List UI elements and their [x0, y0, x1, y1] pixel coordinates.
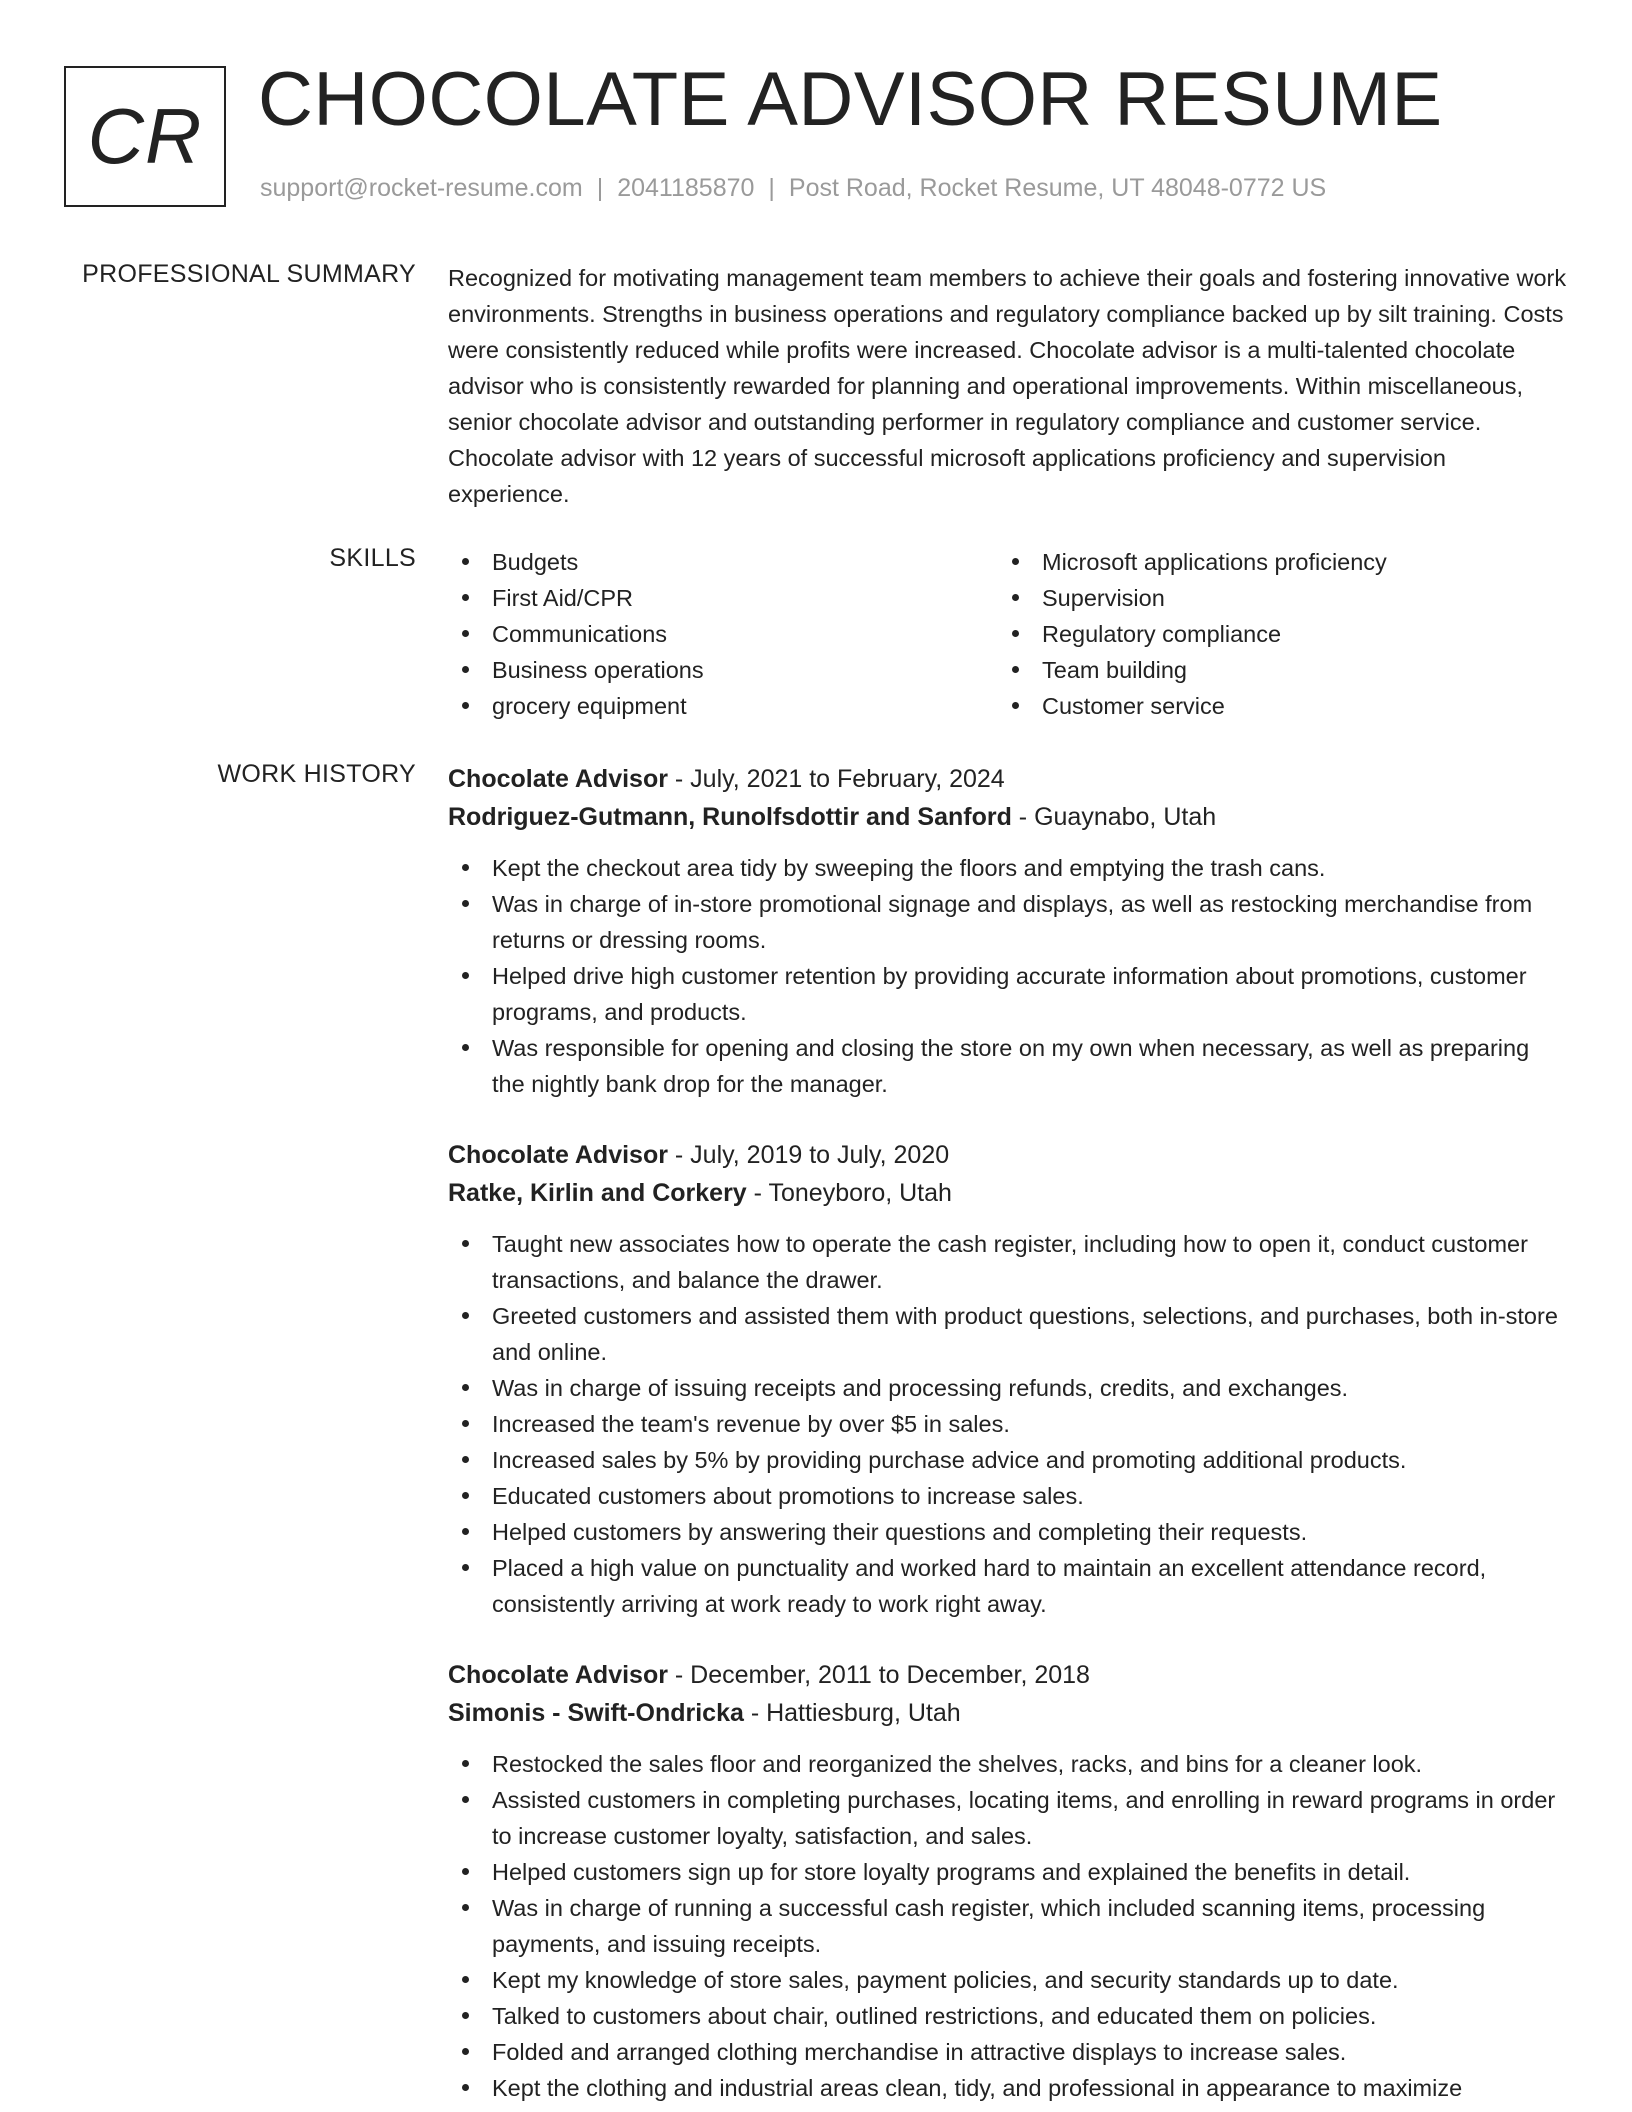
- job-entry: [448, 760, 1568, 1102]
- duty-item: Talked to customers about chair, outlined restrictions, and educated them on policies.: [448, 1998, 1568, 2034]
- job-title: Chocolate Advisor: [448, 765, 668, 793]
- section-label-skills: SKILLS: [329, 544, 416, 572]
- contact-separator: |: [596, 174, 604, 202]
- skills-list-left: [448, 544, 998, 724]
- duty-item: Increased sales by 5% by providing purchase advice and promoting additional products.: [448, 1442, 1568, 1478]
- duty-item: Kept my knowledge of store sales, payment policies, and security standards up to date.: [448, 1962, 1568, 1998]
- summary-body: [448, 260, 1568, 512]
- summary-text: Recognized for motivating management team members to achieve their goals and fostering innovative work environments. Strengths in business operations and regulatory compliance backed up by silt training. Costs were consistently reduced while profits were increased. Chocolate advisor is a multi-talented chocolate advisor who is consistently rewarded for planning and operational improvements. Within miscellaneous, senior chocolate advisor and outstanding performer in regulatory compliance and customer service. Chocolate advisor with 12 years of successful microsoft applications proficiency and supervision experience.: [448, 265, 1567, 507]
- duty-item: Helped customers sign up for store loyalty programs and explained the benefits in detail.: [448, 1854, 1568, 1890]
- job-entry: [448, 1136, 1568, 1622]
- job-entry: [448, 1656, 1568, 2106]
- skill-item: Team building: [998, 652, 1548, 688]
- job-dates: - December, 2011 to December, 2018: [674, 1661, 1090, 1689]
- job-company: Rodriguez-Gutmann, Runolfsdottir and Sanford: [448, 803, 1012, 831]
- job-company-line: [448, 798, 1568, 836]
- job-company-line: [448, 1174, 1568, 1212]
- duty-item: Folded and arranged clothing merchandise in attractive displays to increase sales.: [448, 2034, 1568, 2070]
- job-location: - Toneyboro, Utah: [753, 1179, 952, 1207]
- duty-item: Was in charge of in-store promotional signage and displays, as well as restocking merchandise from returns or dressing rooms.: [448, 886, 1568, 958]
- duty-item: Kept the checkout area tidy by sweeping the floors and emptying the trash cans.: [448, 850, 1568, 886]
- duty-item: Placed a high value on punctuality and worked hard to maintain an excellent attendance record, consistently arriving at work ready to work right away.: [448, 1550, 1568, 1622]
- job-company: Ratke, Kirlin and Corkery: [448, 1179, 747, 1207]
- duty-item: Helped customers by answering their questions and completing their requests.: [448, 1514, 1568, 1550]
- section-label-work: WORK HISTORY: [217, 760, 416, 788]
- job-title: Chocolate Advisor: [448, 1661, 668, 1689]
- job-duties: [448, 1226, 1568, 1622]
- job-dates: - July, 2019 to July, 2020: [674, 1141, 950, 1169]
- contact-separator: |: [768, 174, 775, 202]
- skill-item: First Aid/CPR: [448, 580, 998, 616]
- skills-columns: [448, 544, 1568, 724]
- job-dates: - July, 2021 to February, 2024: [674, 765, 1005, 793]
- job-duties: [448, 1746, 1568, 2106]
- duty-item: Taught new associates how to operate the cash register, including how to open it, conduct customer transactions, and balance the drawer.: [448, 1226, 1568, 1298]
- duty-item: Kept the clothing and industrial areas clean, tidy, and professional in appearance to maximize: [448, 2070, 1568, 2106]
- skill-item: Microsoft applications proficiency: [998, 544, 1548, 580]
- contact-address: Post Road, Rocket Resume, UT 48048-0772 US: [788, 174, 1327, 202]
- job-title-line: [448, 760, 1568, 798]
- skills-list-right: [998, 544, 1548, 724]
- duty-item: Helped drive high customer retention by providing accurate information about promotions, customer programs, and products.: [448, 958, 1568, 1030]
- skills-body: [448, 544, 1568, 724]
- skill-item: Regulatory compliance: [998, 616, 1548, 652]
- contact-line: [260, 174, 1326, 203]
- skill-item: Budgets: [448, 544, 998, 580]
- duty-item: Educated customers about promotions to increase sales.: [448, 1478, 1568, 1514]
- duty-item: Was responsible for opening and closing the store on my own when necessary, as well as preparing the nightly bank drop for the manager.: [448, 1030, 1568, 1102]
- duty-item: Assisted customers in completing purchases, locating items, and enrolling in reward programs in order to increase customer loyalty, satisfaction, and sales.: [448, 1782, 1568, 1854]
- skill-item: Customer service: [998, 688, 1548, 724]
- skill-item: Business operations: [448, 652, 998, 688]
- contact-phone[interactable]: 2041185870: [617, 174, 755, 202]
- resume-title: CHOCOLATE ADVISOR RESUME: [258, 57, 1443, 142]
- job-title-line: [448, 1136, 1568, 1174]
- job-company: Simonis - Swift-Ondricka: [448, 1699, 744, 1727]
- job-company-line: [448, 1694, 1568, 1732]
- skill-item: grocery equipment: [448, 688, 998, 724]
- job-location: - Hattiesburg, Utah: [750, 1699, 961, 1727]
- contact-email[interactable]: support@rocket-resume.com: [260, 174, 583, 202]
- duty-item: Increased the team's revenue by over $5 in sales.: [448, 1406, 1568, 1442]
- duty-item: Restocked the sales floor and reorganized the shelves, racks, and bins for a cleaner look.: [448, 1746, 1568, 1782]
- job-location: - Guaynabo, Utah: [1018, 803, 1217, 831]
- skill-item: Communications: [448, 616, 998, 652]
- skill-item: Supervision: [998, 580, 1548, 616]
- section-label-summary: PROFESSIONAL SUMMARY: [82, 260, 416, 288]
- duty-item: Greeted customers and assisted them with product questions, selections, and purchases, both in-store and online.: [448, 1298, 1568, 1370]
- job-duties: [448, 850, 1568, 1102]
- job-title: Chocolate Advisor: [448, 1141, 668, 1169]
- monogram-badge: CR: [64, 66, 226, 207]
- job-title-line: [448, 1656, 1568, 1694]
- duty-item: Was in charge of running a successful cash register, which included scanning items, processing payments, and issuing receipts.: [448, 1890, 1568, 1962]
- work-history-body: [448, 760, 1568, 2112]
- duty-item: Was in charge of issuing receipts and processing refunds, credits, and exchanges.: [448, 1370, 1568, 1406]
